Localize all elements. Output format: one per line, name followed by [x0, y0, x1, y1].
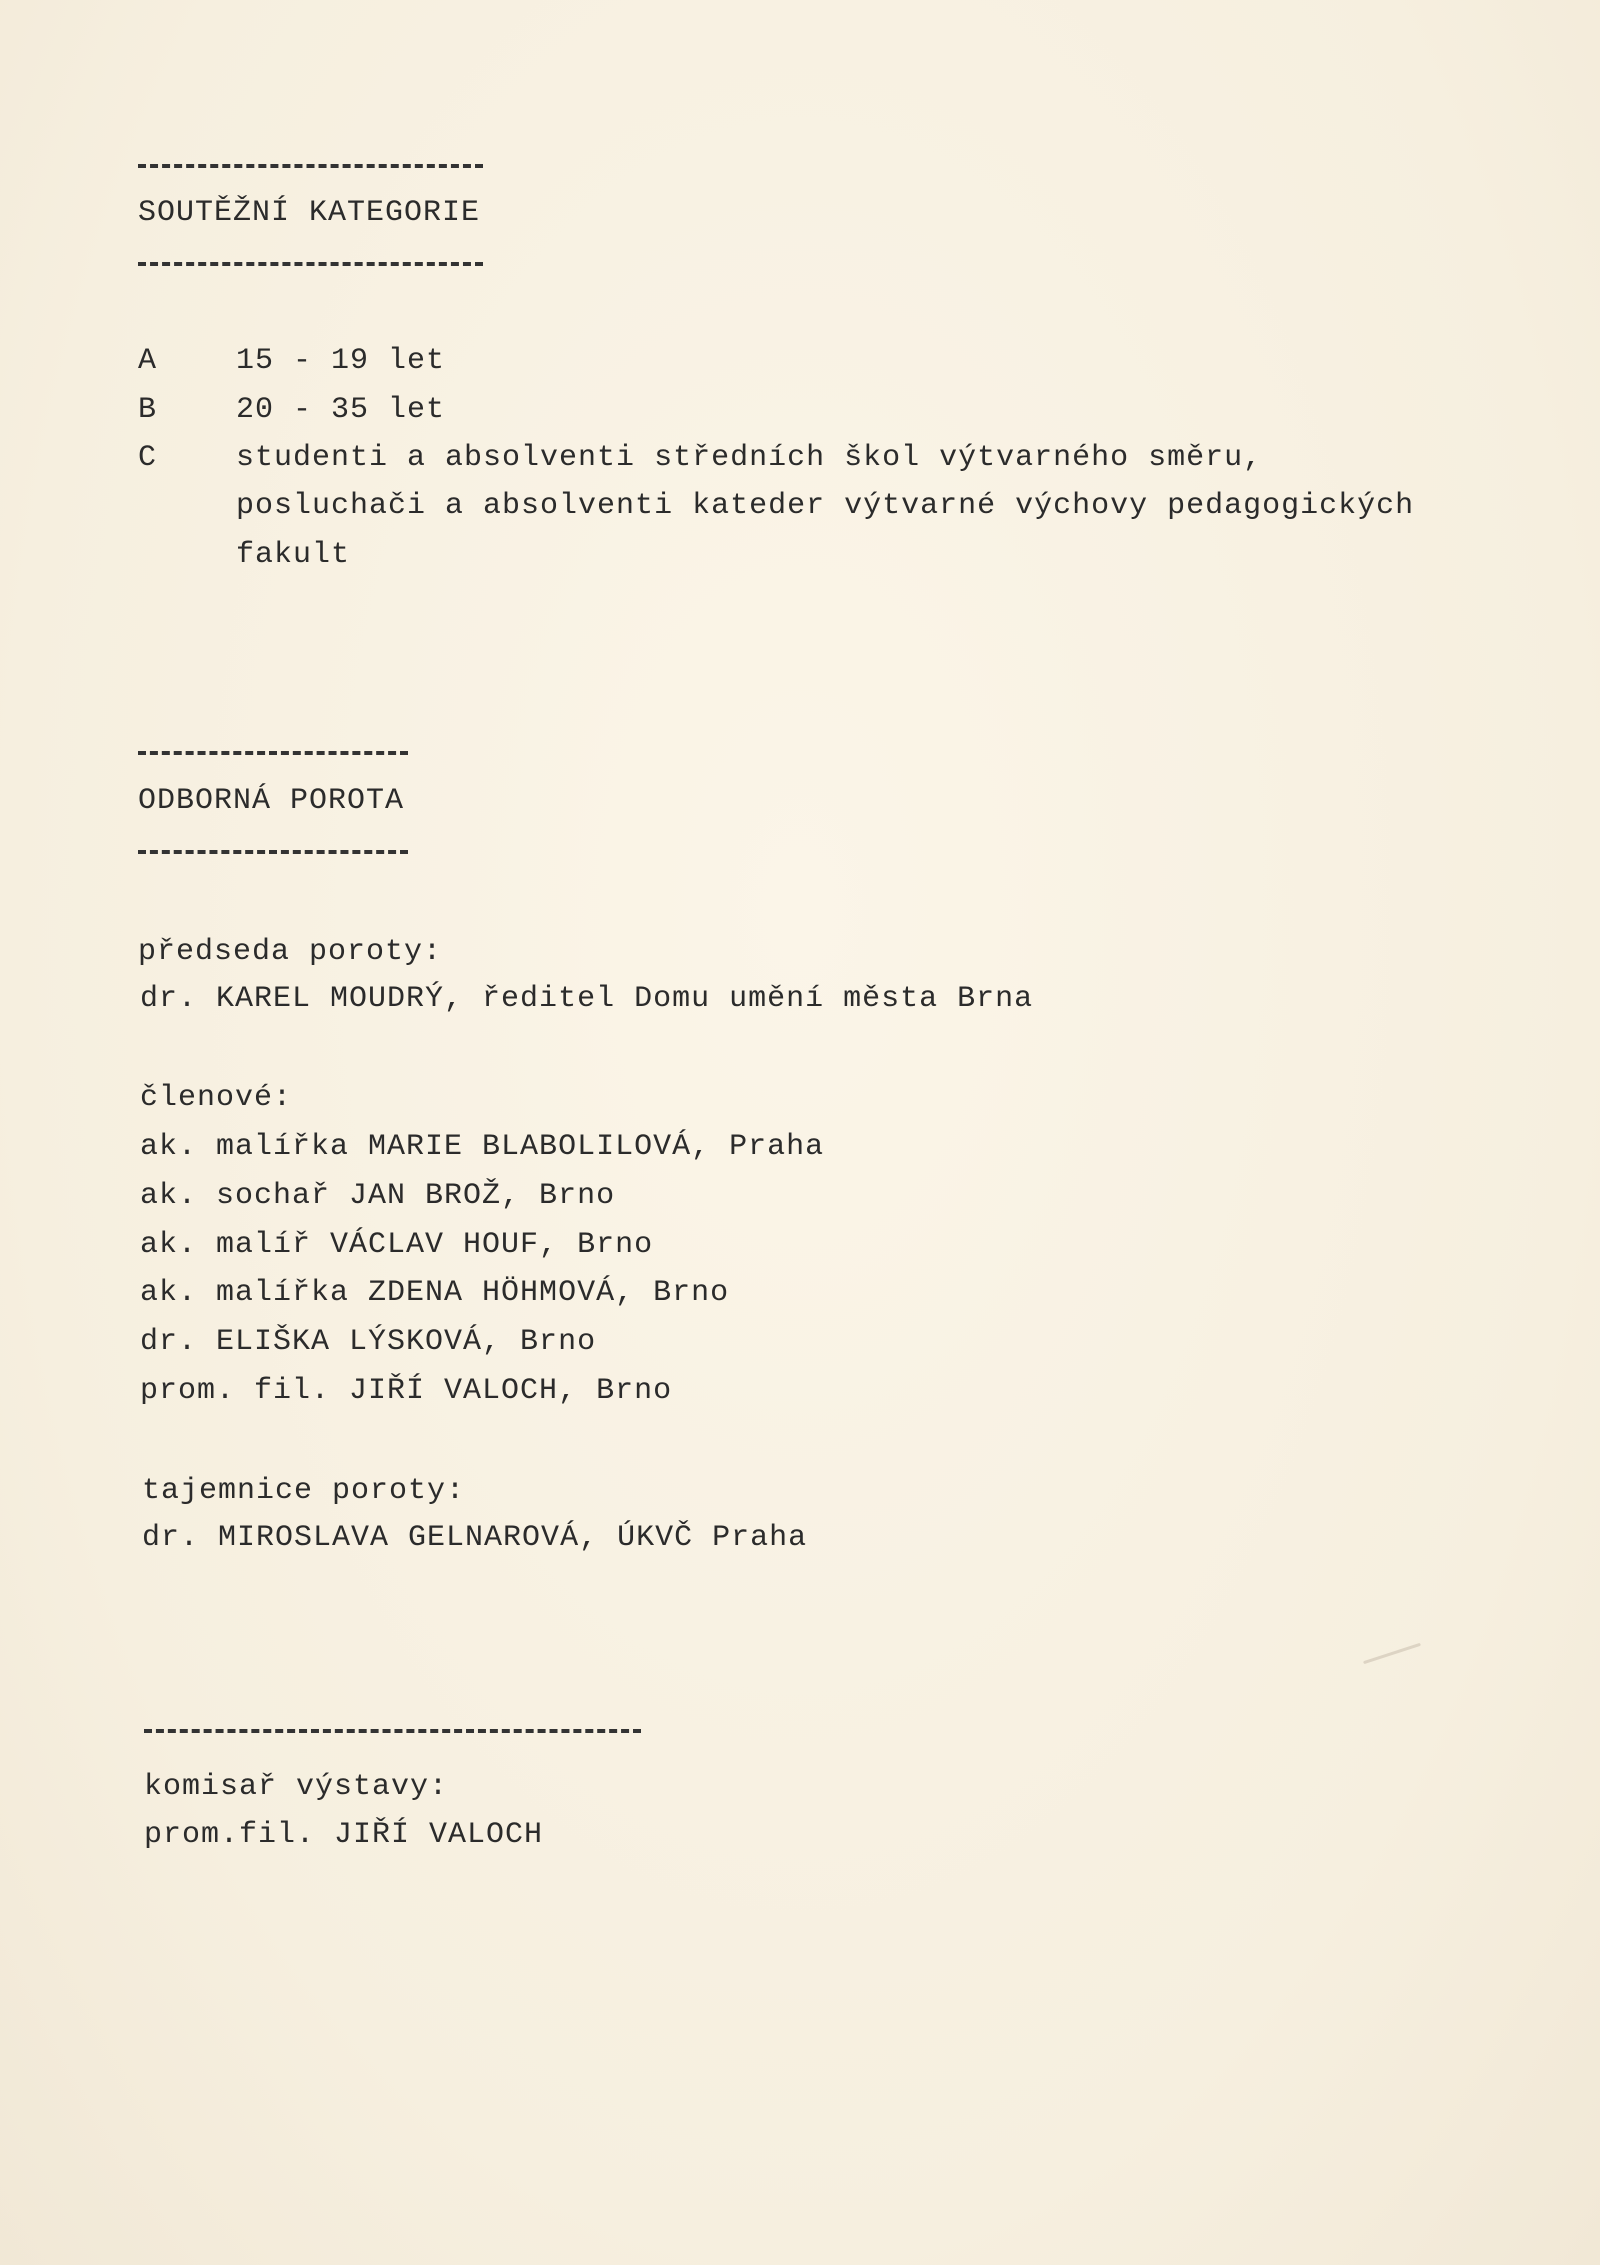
- category-text-c-line3: fakult: [236, 538, 351, 572]
- category-label-b: B: [138, 393, 158, 427]
- member-6: prom. fil. JIŘÍ VALOCH, Brno: [140, 1374, 673, 1408]
- heading-rule-bottom: [138, 262, 483, 266]
- commissioner-name: prom.fil. JIŘÍ VALOCH: [144, 1818, 544, 1852]
- member-1: ak. malířka MARIE BLABOLILOVÁ, Praha: [140, 1130, 825, 1164]
- category-text-a: 15 - 19 let: [236, 344, 446, 378]
- paper-blemish: [1363, 1643, 1421, 1664]
- secretary-label: tajemnice poroty:: [142, 1474, 466, 1508]
- category-label-a: A: [138, 344, 158, 378]
- member-3: ak. malíř VÁCLAV HOUF, Brno: [140, 1228, 654, 1262]
- secretary-name: dr. MIROSLAVA GELNAROVÁ, ÚKVČ Praha: [142, 1521, 808, 1555]
- chair-label: předseda poroty:: [138, 935, 443, 969]
- heading-rule-top: [138, 164, 483, 168]
- category-text-b: 20 - 35 let: [236, 393, 446, 427]
- category-text-c-line1: studenti a absolventi středních škol výtvarného směru,: [236, 441, 1263, 475]
- category-label-c: C: [138, 441, 158, 475]
- chair-name: dr. KAREL MOUDRÝ, ředitel Domu umění města Brna: [140, 982, 1034, 1016]
- jury-rule-top: [138, 751, 408, 755]
- category-text-c-line2: posluchači a absolventi kateder výtvarné výchovy pedagogických: [236, 489, 1415, 523]
- categories-heading: SOUTĚŽNÍ KATEGORIE: [138, 196, 481, 230]
- jury-rule-bottom: [138, 850, 408, 854]
- commissioner-label: komisař výstavy:: [144, 1770, 449, 1804]
- jury-heading: ODBORNÁ POROTA: [138, 784, 405, 818]
- members-label: členové:: [140, 1081, 293, 1115]
- member-4: ak. malířka ZDENA HÖHMOVÁ, Brno: [140, 1276, 730, 1310]
- commissioner-rule: [144, 1729, 641, 1733]
- member-2: ak. sochař JAN BROŽ, Brno: [140, 1179, 616, 1213]
- member-5: dr. ELIŠKA LÝSKOVÁ, Brno: [140, 1325, 597, 1359]
